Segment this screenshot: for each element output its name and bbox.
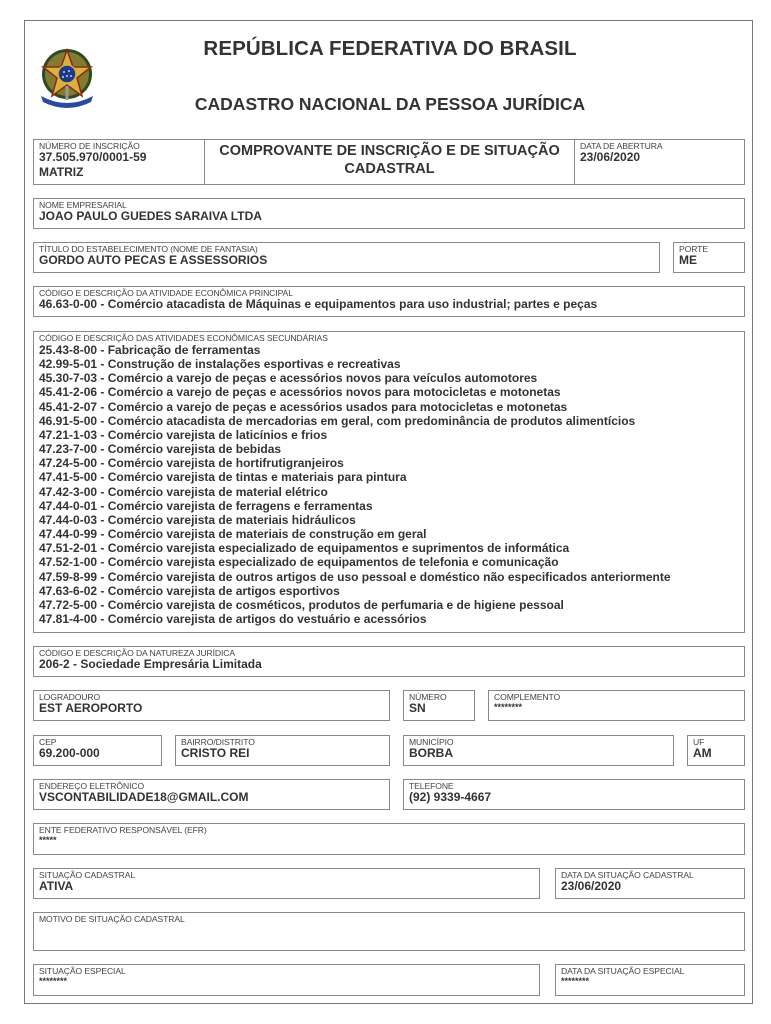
- efr-value: *****: [39, 835, 57, 845]
- uf-label: UF: [693, 737, 705, 747]
- natureza-juridica-box: [33, 646, 745, 677]
- telefone-label: TELEFONE: [409, 781, 454, 791]
- nome-fantasia-box: [33, 242, 660, 273]
- list-item: 47.81-4-00 - Comércio varejista de artigos do vestuário e acessórios: [39, 611, 427, 626]
- atividades-secundarias-label: CÓDIGO E DESCRIÇÃO DAS ATIVIDADES ECONÔMICAS SECUNDÁRIAS: [39, 333, 328, 343]
- porte-box: [673, 242, 745, 273]
- data-abertura-box: [574, 139, 745, 185]
- nome-empresarial-value: JOAO PAULO GUEDES SARAIVA LTDA: [39, 209, 262, 223]
- nome-fantasia-label: TÍTULO DO ESTABELECIMENTO (NOME DE FANTASIA): [39, 244, 258, 254]
- bairro-value: CRISTO REI: [181, 746, 250, 760]
- uf-value: AM: [693, 746, 712, 760]
- page-title: REPÚBLICA FEDERATIVA DO BRASIL: [203, 37, 577, 60]
- data-situacao-cadastral-label: DATA DA SITUAÇÃO CADASTRAL: [561, 870, 694, 880]
- nome-fantasia-value: GORDO AUTO PECAS E ASSESSORIOS: [39, 253, 268, 267]
- list-item: 47.44-0-99 - Comércio varejista de materiais de construção em geral: [39, 527, 427, 542]
- situacao-especial-label: SITUAÇÃO ESPECIAL: [39, 966, 126, 976]
- list-item: 46.91-5-00 - Comércio atacadista de mercadorias em geral, com predominância de produtos alimentícios: [39, 413, 636, 428]
- nome-empresarial-label: NOME EMPRESARIAL: [39, 200, 127, 210]
- telefone-value: (92) 9339-4667: [409, 790, 492, 804]
- email-label: ENDEREÇO ELETRÔNICO: [39, 781, 145, 791]
- list-item: 45.41-2-06 - Comércio a varejo de peças e acessórios novos para motocicletas e motonetas: [39, 385, 561, 400]
- list-item: 25.43-8-00 - Fabricação de ferramentas: [39, 343, 261, 357]
- telefone-box: [403, 779, 745, 810]
- comprovante-title-line1: COMPROVANTE DE INSCRIÇÃO E DE SITUAÇÃO: [219, 143, 560, 159]
- list-item: 47.51-2-01 - Comércio varejista especializado de equipamentos e suprimentos de informática: [39, 541, 570, 556]
- list-item: 47.21-1-03 - Comércio varejista de laticínios e frios: [39, 427, 328, 442]
- logradouro-box: [33, 690, 390, 721]
- email-box: [33, 779, 390, 810]
- data-situacao-especial-box: [555, 964, 745, 996]
- comprovante-box: [204, 139, 575, 185]
- situacao-cadastral-box: [33, 868, 540, 899]
- cep-box: [33, 735, 162, 766]
- natureza-juridica-label: CÓDIGO E DESCRIÇÃO DA NATUREZA JURÍDICA: [39, 648, 236, 658]
- inscricao-label: NÚMERO DE INSCRIÇÃO: [39, 141, 140, 151]
- page-subtitle: CADASTRO NACIONAL DA PESSOA JURÍDICA: [194, 94, 586, 114]
- brazil-coat-of-arms-icon: [37, 46, 97, 110]
- porte-label: PORTE: [679, 244, 708, 254]
- list-item: 42.99-5-01 - Construção de instalações esportivas e recreativas: [39, 357, 401, 372]
- list-item: 47.44-0-03 - Comércio varejista de materiais hidráulicos: [39, 512, 356, 527]
- logradouro-label: LOGRADOURO: [39, 692, 101, 702]
- comprovante-title-line2: CADASTRAL: [344, 161, 435, 177]
- motivo-situacao-box: [33, 912, 745, 951]
- situacao-cadastral-label: SITUAÇÃO CADASTRAL: [39, 870, 136, 880]
- comprovante-title: [205, 142, 574, 178]
- data-abertura-label: DATA DE ABERTURA: [580, 141, 663, 151]
- numero-value: SN: [409, 701, 426, 715]
- municipio-label: MUNICÍPIO: [409, 737, 454, 747]
- list-item: 47.42-3-00 - Comércio varejista de material elétrico: [39, 484, 328, 499]
- atividades-secundarias-box: [33, 331, 745, 633]
- cep-label: CEP: [39, 737, 57, 747]
- cep-value: 69.200-000: [39, 746, 100, 760]
- efr-box: [33, 823, 745, 855]
- list-item: 47.63-6-02 - Comércio varejista de artigos esportivos: [39, 583, 340, 598]
- logradouro-value: EST AEROPORTO: [39, 701, 143, 715]
- complemento-value: ********: [494, 702, 523, 712]
- municipio-value: BORBA: [409, 746, 453, 760]
- data-situacao-cadastral-value: 23/06/2020: [561, 879, 622, 893]
- atividade-principal-value: 46.63-0-00 - Comércio atacadista de Máquinas e equipamentos para uso industrial; partes e peças: [39, 297, 598, 311]
- list-item: 47.23-7-00 - Comércio varejista de bebidas: [39, 442, 282, 457]
- list-item: 47.72-5-00 - Comércio varejista de cosméticos, produtos de perfumaria e de higiene pessoal: [39, 597, 564, 612]
- atividade-principal-box: [33, 286, 745, 317]
- bairro-box: [175, 735, 390, 766]
- efr-label: ENTE FEDERATIVO RESPONSÁVEL (EFR): [39, 825, 207, 835]
- inscricao-box: [33, 139, 205, 185]
- list-item: 47.41-5-00 - Comércio varejista de tintas e materiais para pintura: [39, 470, 407, 485]
- porte-value: ME: [679, 253, 697, 267]
- list-item: 45.30-7-03 - Comércio a varejo de peças e acessórios novos para veículos automotores: [39, 371, 538, 386]
- atividade-principal-label: CÓDIGO E DESCRIÇÃO DA ATIVIDADE ECONÔMICA PRINCIPAL: [39, 288, 293, 298]
- data-situacao-especial-value: ********: [561, 976, 590, 986]
- natureza-juridica-value: 206-2 - Sociedade Empresária Limitada: [39, 657, 262, 671]
- list-item: 47.52-1-00 - Comércio varejista especializado de equipamentos de telefonia e comunicação: [39, 555, 559, 570]
- list-item: 47.59-8-99 - Comércio varejista de outros artigos de uso pessoal e doméstico não especificados anteriormente: [39, 569, 671, 584]
- data-abertura-value: 23/06/2020: [580, 150, 641, 164]
- tipo-value: MATRIZ: [39, 165, 84, 179]
- situacao-especial-box: [33, 964, 540, 996]
- list-item: 47.44-0-01 - Comércio varejista de ferragens e ferramentas: [39, 498, 373, 513]
- email-value: VSCONTABILIDADE18@GMAIL.COM: [39, 790, 249, 804]
- bairro-label: BAIRRO/DISTRITO: [181, 737, 255, 747]
- numero-label: NÚMERO: [409, 692, 447, 702]
- motivo-situacao-label: MOTIVO DE SITUAÇÃO CADASTRAL: [39, 914, 185, 924]
- complemento-label: COMPLEMENTO: [494, 692, 561, 702]
- list-item: 45.41-2-07 - Comércio a varejo de peças e acessórios usados para motocicletas e motonetas: [39, 399, 568, 414]
- atividades-secundarias-list: [39, 343, 671, 626]
- uf-box: [687, 735, 745, 766]
- numero-box: [403, 690, 475, 721]
- municipio-box: [403, 735, 674, 766]
- situacao-especial-value: ********: [39, 976, 68, 986]
- nome-empresarial-box: [33, 198, 745, 229]
- cnpj-value: 37.505.970/0001-59: [39, 150, 147, 164]
- situacao-cadastral-value: ATIVA: [39, 879, 74, 893]
- data-situacao-cadastral-box: [555, 868, 745, 899]
- data-situacao-especial-label: DATA DA SITUAÇÃO ESPECIAL: [561, 966, 685, 976]
- complemento-box: [488, 690, 745, 721]
- list-item: 47.24-5-00 - Comércio varejista de hortifrutigranjeiros: [39, 456, 344, 471]
